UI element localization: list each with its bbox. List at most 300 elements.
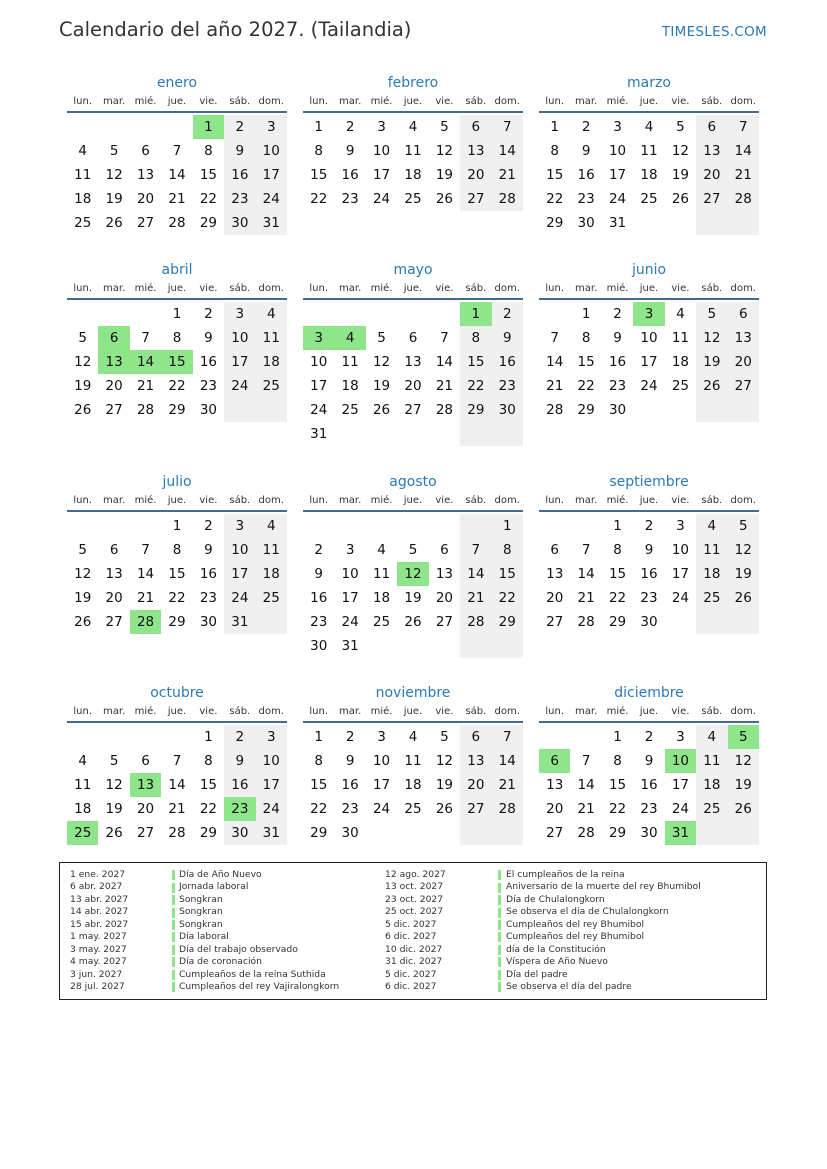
day-cell[interactable]: 30: [640, 825, 658, 841]
holiday-day[interactable]: 12: [397, 562, 428, 586]
day-cell[interactable]: 22: [310, 801, 328, 817]
day-cell[interactable]: 4: [707, 518, 717, 534]
holiday-day[interactable]: 13: [98, 350, 129, 374]
day-cell[interactable]: 7: [550, 330, 559, 346]
day-cell[interactable]: 16: [608, 354, 627, 370]
day-cell[interactable]: 6: [141, 753, 150, 769]
day-cell[interactable]: 5: [408, 542, 418, 558]
day-cell[interactable]: 27: [105, 614, 123, 630]
day-cell[interactable]: 30: [498, 402, 516, 418]
day-cell[interactable]: 2: [581, 119, 591, 135]
day-cell[interactable]: 8: [204, 143, 213, 159]
day-cell[interactable]: 11: [703, 542, 721, 558]
day-cell[interactable]: 30: [231, 215, 249, 231]
day-cell[interactable]: 2: [204, 518, 213, 534]
day-cell[interactable]: 18: [671, 354, 689, 370]
day-cell[interactable]: 21: [577, 590, 595, 606]
day-cell[interactable]: 18: [372, 590, 391, 606]
day-cell[interactable]: 24: [231, 590, 249, 606]
day-cell[interactable]: 25: [74, 215, 92, 231]
day-cell[interactable]: 7: [141, 330, 150, 346]
day-cell[interactable]: 1: [172, 518, 182, 534]
day-cell[interactable]: 30: [608, 402, 627, 418]
day-cell[interactable]: 1: [613, 518, 622, 534]
day-cell[interactable]: 8: [550, 143, 559, 159]
day-cell[interactable]: 28: [577, 614, 595, 630]
holiday-day[interactable]: 6: [539, 749, 570, 773]
day-cell[interactable]: 8: [581, 330, 591, 346]
day-cell[interactable]: 24: [262, 801, 280, 817]
day-cell[interactable]: 26: [703, 378, 721, 394]
day-cell[interactable]: 4: [266, 518, 276, 534]
day-cell[interactable]: 19: [105, 191, 123, 207]
day-cell[interactable]: 8: [204, 753, 213, 769]
day-cell[interactable]: 18: [404, 777, 422, 793]
day-cell[interactable]: 4: [377, 542, 386, 558]
day-cell[interactable]: 8: [613, 542, 622, 558]
day-cell[interactable]: 6: [471, 729, 481, 745]
day-cell[interactable]: 19: [435, 777, 453, 793]
day-cell[interactable]: 16: [341, 167, 359, 183]
day-cell[interactable]: 4: [707, 729, 717, 745]
day-cell[interactable]: 10: [341, 566, 359, 582]
day-cell[interactable]: 2: [204, 306, 213, 322]
day-cell[interactable]: 30: [310, 638, 328, 654]
day-cell[interactable]: 23: [608, 378, 627, 394]
day-cell[interactable]: 22: [310, 191, 328, 207]
day-cell[interactable]: 30: [199, 402, 217, 418]
day-cell[interactable]: 20: [136, 191, 155, 207]
day-cell[interactable]: 10: [372, 143, 391, 159]
day-cell[interactable]: 29: [467, 402, 485, 418]
day-cell[interactable]: 19: [435, 167, 453, 183]
day-cell[interactable]: 20: [734, 354, 752, 370]
day-cell[interactable]: 9: [314, 566, 323, 582]
day-cell[interactable]: 2: [235, 119, 245, 135]
day-cell[interactable]: 29: [199, 215, 217, 231]
day-cell[interactable]: 14: [546, 354, 564, 370]
day-cell[interactable]: 13: [546, 777, 564, 793]
day-cell[interactable]: 3: [676, 729, 685, 745]
day-cell[interactable]: 21: [435, 378, 453, 394]
day-cell[interactable]: 21: [136, 590, 155, 606]
day-cell[interactable]: 6: [440, 542, 449, 558]
day-cell[interactable]: 20: [136, 801, 155, 817]
brand-link[interactable]: TIMESLES.COM: [661, 24, 767, 40]
day-cell[interactable]: 10: [231, 330, 249, 346]
day-cell[interactable]: 22: [467, 378, 485, 394]
day-cell[interactable]: 28: [168, 825, 186, 841]
day-cell[interactable]: 24: [671, 801, 689, 817]
day-cell[interactable]: 27: [467, 191, 485, 207]
day-cell[interactable]: 21: [168, 191, 186, 207]
day-cell[interactable]: 12: [105, 167, 123, 183]
day-cell[interactable]: 30: [341, 825, 359, 841]
day-cell[interactable]: 25: [404, 191, 422, 207]
day-cell[interactable]: 20: [105, 378, 123, 394]
day-cell[interactable]: 2: [644, 518, 654, 534]
day-cell[interactable]: 14: [734, 143, 752, 159]
day-cell[interactable]: 19: [734, 777, 752, 793]
day-cell[interactable]: 13: [467, 143, 485, 159]
day-cell[interactable]: 10: [262, 753, 280, 769]
day-cell[interactable]: 29: [168, 402, 186, 418]
day-cell[interactable]: 12: [105, 777, 123, 793]
day-cell[interactable]: 24: [671, 590, 689, 606]
day-cell[interactable]: 5: [440, 729, 449, 745]
day-cell[interactable]: 16: [231, 167, 249, 183]
day-cell[interactable]: 10: [640, 330, 658, 346]
holiday-day[interactable]: 3: [303, 326, 334, 350]
day-cell[interactable]: 5: [676, 119, 685, 135]
day-cell[interactable]: 1: [613, 729, 622, 745]
day-cell[interactable]: 17: [310, 378, 328, 394]
day-cell[interactable]: 14: [136, 566, 155, 582]
day-cell[interactable]: 2: [613, 306, 622, 322]
day-cell[interactable]: 17: [231, 354, 249, 370]
day-cell[interactable]: 12: [671, 143, 689, 159]
day-cell[interactable]: 27: [546, 825, 564, 841]
day-cell[interactable]: 22: [577, 378, 595, 394]
holiday-day[interactable]: 1: [460, 302, 491, 326]
day-cell[interactable]: 31: [608, 215, 627, 231]
day-cell[interactable]: 15: [310, 167, 328, 183]
day-cell[interactable]: 27: [703, 191, 721, 207]
day-cell[interactable]: 26: [105, 825, 123, 841]
day-cell[interactable]: 17: [671, 566, 689, 582]
day-cell[interactable]: 15: [498, 566, 516, 582]
day-cell[interactable]: 9: [235, 143, 245, 159]
day-cell[interactable]: 29: [608, 614, 627, 630]
day-cell[interactable]: 23: [577, 191, 595, 207]
day-cell[interactable]: 9: [235, 753, 245, 769]
day-cell[interactable]: 26: [404, 614, 422, 630]
day-cell[interactable]: 18: [74, 191, 92, 207]
day-cell[interactable]: 14: [168, 777, 186, 793]
day-cell[interactable]: 28: [435, 402, 453, 418]
day-cell[interactable]: 24: [262, 191, 280, 207]
day-cell[interactable]: 28: [136, 402, 155, 418]
day-cell[interactable]: 9: [644, 753, 654, 769]
day-cell[interactable]: 15: [199, 167, 217, 183]
day-cell[interactable]: 15: [310, 777, 328, 793]
day-cell[interactable]: 4: [408, 119, 418, 135]
day-cell[interactable]: 16: [640, 566, 658, 582]
day-cell[interactable]: 25: [703, 590, 721, 606]
day-cell[interactable]: 17: [262, 167, 280, 183]
day-cell[interactable]: 8: [613, 753, 622, 769]
holiday-day[interactable]: 25: [67, 821, 98, 845]
day-cell[interactable]: 15: [168, 566, 186, 582]
day-cell[interactable]: 29: [498, 614, 516, 630]
day-cell[interactable]: 27: [467, 801, 485, 817]
day-cell[interactable]: 24: [310, 402, 328, 418]
day-cell[interactable]: 2: [502, 306, 512, 322]
holiday-day[interactable]: 5: [728, 725, 759, 749]
day-cell[interactable]: 2: [314, 542, 323, 558]
day-cell[interactable]: 28: [734, 191, 752, 207]
day-cell[interactable]: 18: [703, 566, 721, 582]
day-cell[interactable]: 8: [314, 143, 323, 159]
day-cell[interactable]: 17: [671, 777, 689, 793]
day-cell[interactable]: 28: [467, 614, 485, 630]
day-cell[interactable]: 12: [74, 566, 92, 582]
day-cell[interactable]: 5: [738, 518, 748, 534]
day-cell[interactable]: 5: [377, 330, 386, 346]
day-cell[interactable]: 6: [550, 542, 559, 558]
day-cell[interactable]: 13: [467, 753, 485, 769]
day-cell[interactable]: 17: [608, 167, 627, 183]
day-cell[interactable]: 25: [262, 378, 280, 394]
day-cell[interactable]: 3: [676, 518, 685, 534]
day-cell[interactable]: 13: [703, 143, 721, 159]
day-cell[interactable]: 12: [372, 354, 391, 370]
day-cell[interactable]: 11: [262, 330, 280, 346]
day-cell[interactable]: 13: [435, 566, 453, 582]
day-cell[interactable]: 22: [546, 191, 564, 207]
day-cell[interactable]: 17: [341, 590, 359, 606]
day-cell[interactable]: 10: [231, 542, 249, 558]
day-cell[interactable]: 20: [467, 167, 485, 183]
day-cell[interactable]: 11: [404, 143, 422, 159]
day-cell[interactable]: 8: [172, 330, 182, 346]
day-cell[interactable]: 12: [734, 753, 752, 769]
day-cell[interactable]: 26: [734, 590, 752, 606]
holiday-day[interactable]: 10: [665, 749, 696, 773]
day-cell[interactable]: 9: [644, 542, 654, 558]
day-cell[interactable]: 11: [372, 566, 391, 582]
day-cell[interactable]: 18: [262, 354, 280, 370]
day-cell[interactable]: 11: [341, 354, 359, 370]
day-cell[interactable]: 7: [440, 330, 449, 346]
day-cell[interactable]: 14: [498, 753, 516, 769]
day-cell[interactable]: 6: [141, 143, 150, 159]
day-cell[interactable]: 25: [404, 801, 422, 817]
day-cell[interactable]: 3: [345, 542, 355, 558]
day-cell[interactable]: 9: [613, 330, 622, 346]
day-cell[interactable]: 28: [498, 191, 516, 207]
day-cell[interactable]: 6: [471, 119, 481, 135]
day-cell[interactable]: 31: [262, 825, 280, 841]
holiday-day[interactable]: 14: [130, 350, 161, 374]
day-cell[interactable]: 13: [136, 167, 155, 183]
day-cell[interactable]: 30: [640, 614, 658, 630]
day-cell[interactable]: 25: [671, 378, 689, 394]
day-cell[interactable]: 12: [435, 143, 453, 159]
day-cell[interactable]: 9: [502, 330, 512, 346]
holiday-day[interactable]: 28: [130, 610, 161, 634]
day-cell[interactable]: 23: [341, 801, 359, 817]
day-cell[interactable]: 22: [199, 801, 217, 817]
day-cell[interactable]: 12: [435, 753, 453, 769]
day-cell[interactable]: 13: [105, 566, 123, 582]
day-cell[interactable]: 11: [262, 542, 280, 558]
day-cell[interactable]: 18: [341, 378, 359, 394]
day-cell[interactable]: 11: [640, 143, 658, 159]
day-cell[interactable]: 16: [310, 590, 328, 606]
day-cell[interactable]: 24: [372, 191, 391, 207]
day-cell[interactable]: 14: [577, 566, 595, 582]
day-cell[interactable]: 18: [262, 566, 280, 582]
day-cell[interactable]: 18: [404, 167, 422, 183]
day-cell[interactable]: 7: [581, 542, 591, 558]
day-cell[interactable]: 7: [581, 753, 591, 769]
day-cell[interactable]: 25: [262, 590, 280, 606]
day-cell[interactable]: 20: [546, 590, 564, 606]
day-cell[interactable]: 8: [471, 330, 481, 346]
day-cell[interactable]: 10: [310, 354, 328, 370]
day-cell[interactable]: 23: [199, 378, 217, 394]
day-cell[interactable]: 8: [502, 542, 512, 558]
day-cell[interactable]: 14: [435, 354, 453, 370]
day-cell[interactable]: 9: [345, 143, 355, 159]
day-cell[interactable]: 21: [546, 378, 564, 394]
day-cell[interactable]: 23: [640, 590, 658, 606]
day-cell[interactable]: 26: [734, 801, 752, 817]
day-cell[interactable]: 26: [435, 801, 453, 817]
day-cell[interactable]: 5: [78, 542, 87, 558]
day-cell[interactable]: 2: [345, 729, 355, 745]
day-cell[interactable]: 6: [408, 330, 418, 346]
day-cell[interactable]: 19: [105, 801, 123, 817]
day-cell[interactable]: 7: [502, 729, 512, 745]
day-cell[interactable]: 3: [235, 306, 245, 322]
day-cell[interactable]: 1: [550, 119, 559, 135]
day-cell[interactable]: 5: [440, 119, 449, 135]
day-cell[interactable]: 24: [372, 801, 391, 817]
day-cell[interactable]: 27: [546, 614, 564, 630]
day-cell[interactable]: 3: [377, 729, 386, 745]
day-cell[interactable]: 4: [644, 119, 654, 135]
day-cell[interactable]: 12: [734, 542, 752, 558]
day-cell[interactable]: 22: [168, 590, 186, 606]
day-cell[interactable]: 31: [310, 426, 328, 442]
day-cell[interactable]: 11: [74, 167, 92, 183]
day-cell[interactable]: 13: [546, 566, 564, 582]
day-cell[interactable]: 21: [498, 777, 516, 793]
day-cell[interactable]: 1: [502, 518, 512, 534]
day-cell[interactable]: 15: [608, 777, 627, 793]
day-cell[interactable]: 24: [640, 378, 658, 394]
day-cell[interactable]: 30: [199, 614, 217, 630]
day-cell[interactable]: 4: [266, 306, 276, 322]
day-cell[interactable]: 23: [199, 590, 217, 606]
day-cell[interactable]: 23: [498, 378, 516, 394]
day-cell[interactable]: 20: [435, 590, 453, 606]
day-cell[interactable]: 3: [377, 119, 386, 135]
day-cell[interactable]: 14: [498, 143, 516, 159]
day-cell[interactable]: 22: [199, 191, 217, 207]
day-cell[interactable]: 18: [74, 801, 92, 817]
day-cell[interactable]: 17: [640, 354, 658, 370]
day-cell[interactable]: 29: [168, 614, 186, 630]
day-cell[interactable]: 19: [404, 590, 422, 606]
day-cell[interactable]: 25: [372, 614, 391, 630]
day-cell[interactable]: 11: [74, 777, 92, 793]
day-cell[interactable]: 9: [581, 143, 591, 159]
day-cell[interactable]: 21: [734, 167, 752, 183]
day-cell[interactable]: 7: [172, 143, 182, 159]
day-cell[interactable]: 24: [341, 614, 359, 630]
day-cell[interactable]: 16: [199, 354, 217, 370]
day-cell[interactable]: 2: [345, 119, 355, 135]
day-cell[interactable]: 19: [372, 378, 391, 394]
day-cell[interactable]: 27: [136, 215, 155, 231]
day-cell[interactable]: 5: [109, 753, 119, 769]
day-cell[interactable]: 7: [141, 542, 150, 558]
day-cell[interactable]: 26: [372, 402, 391, 418]
day-cell[interactable]: 26: [105, 215, 123, 231]
day-cell[interactable]: 12: [74, 354, 92, 370]
day-cell[interactable]: 21: [467, 590, 485, 606]
day-cell[interactable]: 1: [172, 306, 182, 322]
day-cell[interactable]: 2: [235, 729, 245, 745]
day-cell[interactable]: 21: [498, 167, 516, 183]
day-cell[interactable]: 24: [231, 378, 249, 394]
day-cell[interactable]: 4: [78, 753, 87, 769]
day-cell[interactable]: 11: [703, 753, 721, 769]
day-cell[interactable]: 3: [235, 518, 245, 534]
day-cell[interactable]: 26: [435, 191, 453, 207]
day-cell[interactable]: 23: [310, 614, 328, 630]
day-cell[interactable]: 27: [136, 825, 155, 841]
holiday-day[interactable]: 6: [98, 326, 129, 350]
day-cell[interactable]: 16: [199, 566, 217, 582]
day-cell[interactable]: 31: [341, 638, 359, 654]
day-cell[interactable]: 16: [640, 777, 658, 793]
day-cell[interactable]: 23: [341, 191, 359, 207]
day-cell[interactable]: 16: [498, 354, 516, 370]
day-cell[interactable]: 23: [640, 801, 658, 817]
day-cell[interactable]: 9: [345, 753, 355, 769]
day-cell[interactable]: 31: [262, 215, 280, 231]
day-cell[interactable]: 4: [408, 729, 418, 745]
day-cell[interactable]: 30: [231, 825, 249, 841]
day-cell[interactable]: 27: [734, 378, 752, 394]
day-cell[interactable]: 15: [199, 777, 217, 793]
day-cell[interactable]: 26: [74, 614, 92, 630]
day-cell[interactable]: 7: [738, 119, 748, 135]
day-cell[interactable]: 21: [577, 801, 595, 817]
day-cell[interactable]: 20: [467, 777, 485, 793]
day-cell[interactable]: 5: [109, 143, 119, 159]
day-cell[interactable]: 10: [671, 542, 689, 558]
day-cell[interactable]: 18: [703, 777, 721, 793]
day-cell[interactable]: 17: [372, 777, 391, 793]
day-cell[interactable]: 19: [74, 378, 92, 394]
day-cell[interactable]: 21: [136, 378, 155, 394]
day-cell[interactable]: 25: [341, 402, 359, 418]
day-cell[interactable]: 19: [734, 566, 752, 582]
day-cell[interactable]: 28: [498, 801, 516, 817]
day-cell[interactable]: 26: [671, 191, 689, 207]
day-cell[interactable]: 14: [467, 566, 485, 582]
day-cell[interactable]: 11: [671, 330, 689, 346]
day-cell[interactable]: 2: [644, 729, 654, 745]
day-cell[interactable]: 12: [703, 330, 721, 346]
day-cell[interactable]: 17: [231, 566, 249, 582]
day-cell[interactable]: 10: [262, 143, 280, 159]
day-cell[interactable]: 10: [372, 753, 391, 769]
holiday-day[interactable]: 13: [130, 773, 161, 797]
day-cell[interactable]: 15: [577, 354, 595, 370]
day-cell[interactable]: 24: [608, 191, 627, 207]
holiday-day[interactable]: 3: [633, 302, 664, 326]
day-cell[interactable]: 10: [608, 143, 627, 159]
day-cell[interactable]: 4: [78, 143, 87, 159]
day-cell[interactable]: 5: [78, 330, 87, 346]
day-cell[interactable]: 29: [577, 402, 595, 418]
